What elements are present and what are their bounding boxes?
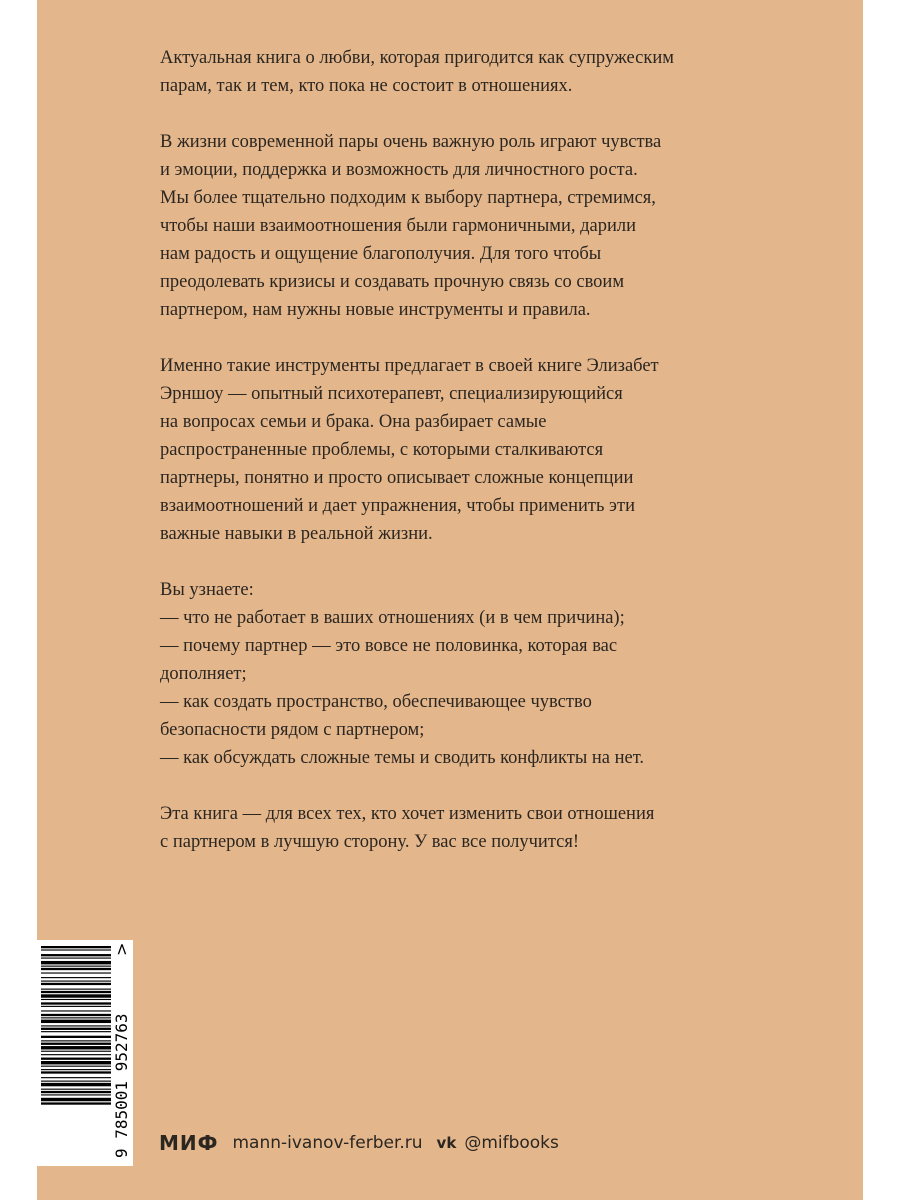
barcode-bar xyxy=(41,1081,111,1082)
text-line: с партнером в лучшую сторону. У вас все получится! xyxy=(160,832,580,852)
barcode-bar xyxy=(41,949,111,950)
paragraph-3 xyxy=(160,352,760,548)
text-line: дополняет; xyxy=(160,664,247,684)
text-line: нам радость и ощущение благополучия. Для того чтобы xyxy=(160,244,602,264)
text-line: — как обсуждать сложные темы и сводить конфликты на нет. xyxy=(160,748,645,768)
text-line: — как создать пространство, обеспечивающее чувство xyxy=(160,692,592,712)
barcode-bar xyxy=(41,958,111,959)
paragraph-2 xyxy=(160,128,760,324)
barcode-bar xyxy=(41,983,111,985)
barcode-arrow: > xyxy=(112,942,131,956)
text-line: парам, так и тем, кто пока не состоит в отношениях. xyxy=(160,76,573,96)
barcode-bar xyxy=(41,991,111,993)
barcode-bar xyxy=(41,1069,111,1070)
text-line: партнеры, понятно и просто описывает сложные концепции xyxy=(160,468,634,488)
barcode-bar xyxy=(41,1031,111,1032)
barcode-bar xyxy=(41,968,111,970)
barcode-bar xyxy=(41,977,111,978)
website-link[interactable]: mann-ivanov-ferber.ru xyxy=(232,1133,423,1153)
barcode-bar xyxy=(41,1014,111,1016)
barcode-bar xyxy=(41,1077,111,1078)
barcode-bar xyxy=(41,946,111,948)
text-line: Мы более тщательно подходим к выбору партнера, стремимся, xyxy=(160,188,656,208)
barcode-bar xyxy=(41,966,111,967)
paragraph-4 xyxy=(160,576,760,772)
text-line: и эмоции, поддержка и возможность для личностного роста. xyxy=(160,160,638,180)
barcode-bar xyxy=(41,1094,111,1095)
barcode-bar xyxy=(41,1098,111,1101)
barcode-bar xyxy=(41,1010,111,1011)
barcode-bar xyxy=(41,1017,111,1018)
barcode-bar xyxy=(41,994,111,997)
barcode-bar xyxy=(41,1058,111,1060)
text-line: важные навыки в реальной жизни. xyxy=(160,524,433,544)
barcode-bar xyxy=(41,1020,111,1023)
vk-icon[interactable]: vk xyxy=(436,1134,457,1152)
text-line: преодолевать кризисы и создавать прочную связь со своим xyxy=(160,272,625,292)
barcode-bar xyxy=(41,1061,111,1064)
barcode-bar xyxy=(41,1043,111,1045)
book-back-cover xyxy=(37,0,863,1200)
text-line: безопасности рядом с партнером; xyxy=(160,720,425,740)
barcode-bar xyxy=(41,1025,111,1026)
text-line: В жизни современной пары очень важную роль играют чувства xyxy=(160,132,662,152)
text-line: партнером, нам нужны новые инструменты и правила. xyxy=(160,300,591,320)
paragraph-1 xyxy=(160,44,760,100)
text-line: Эрншоу — опытный психотерапевт, специализирующийся xyxy=(160,384,623,404)
barcode-graphic xyxy=(37,940,133,1166)
annotation-text xyxy=(160,44,760,884)
publisher-footer xyxy=(159,1129,559,1157)
barcode-bar xyxy=(41,1046,111,1049)
barcode-bar xyxy=(41,1040,111,1041)
text-line: Актуальная книга о любви, которая пригодится как супружеским xyxy=(160,48,674,68)
barcode-bar xyxy=(41,1083,111,1086)
text-line: на вопросах семьи и брака. Она разбирает самые xyxy=(160,412,547,432)
barcode-bar xyxy=(41,961,111,964)
social-handle[interactable]: @mifbooks xyxy=(464,1133,559,1153)
barcode-bar xyxy=(41,1028,111,1030)
isbn-barcode xyxy=(37,940,133,1166)
barcode-digits: 9 785001 952763 xyxy=(112,1013,131,1158)
barcode-bar xyxy=(41,972,111,973)
barcode-bar xyxy=(41,1066,111,1067)
barcode-bar xyxy=(41,1002,111,1004)
text-line: распространенные проблемы, с которыми сталкиваются xyxy=(160,440,604,460)
text-line: Именно такие инструменты предлагает в своей книге Элизабет xyxy=(160,356,659,376)
text-line: — почему партнер — это вовсе не половинка, которая вас xyxy=(160,636,618,656)
barcode-bar xyxy=(41,1006,111,1007)
barcode-bar xyxy=(41,981,111,982)
barcode-bar xyxy=(41,999,111,1000)
barcode-bar xyxy=(41,1102,111,1104)
paragraph-5 xyxy=(160,800,760,856)
barcode-bar xyxy=(41,1091,111,1093)
text-line: — что не работает в ваших отношениях (и в чем причина); xyxy=(160,608,625,628)
publisher-logo: МИФ xyxy=(159,1131,219,1155)
text-line: Вы узнаете: xyxy=(160,580,254,600)
text-line: Эта книга — для всех тех, кто хочет изменить свои отношения xyxy=(160,804,655,824)
barcode-bar xyxy=(41,1051,111,1052)
barcode-bar xyxy=(41,954,111,956)
text-line: взаимоотношений и дает упражнения, чтобы применить эти xyxy=(160,496,635,516)
barcode-bar xyxy=(41,1071,111,1073)
barcode-bar xyxy=(41,989,111,990)
barcode-bar xyxy=(41,1054,111,1055)
text-line: чтобы наши взаимоотношения были гармоничными, дарили xyxy=(160,216,637,236)
barcode-bar xyxy=(41,1036,111,1038)
barcode-bar xyxy=(41,1089,111,1090)
